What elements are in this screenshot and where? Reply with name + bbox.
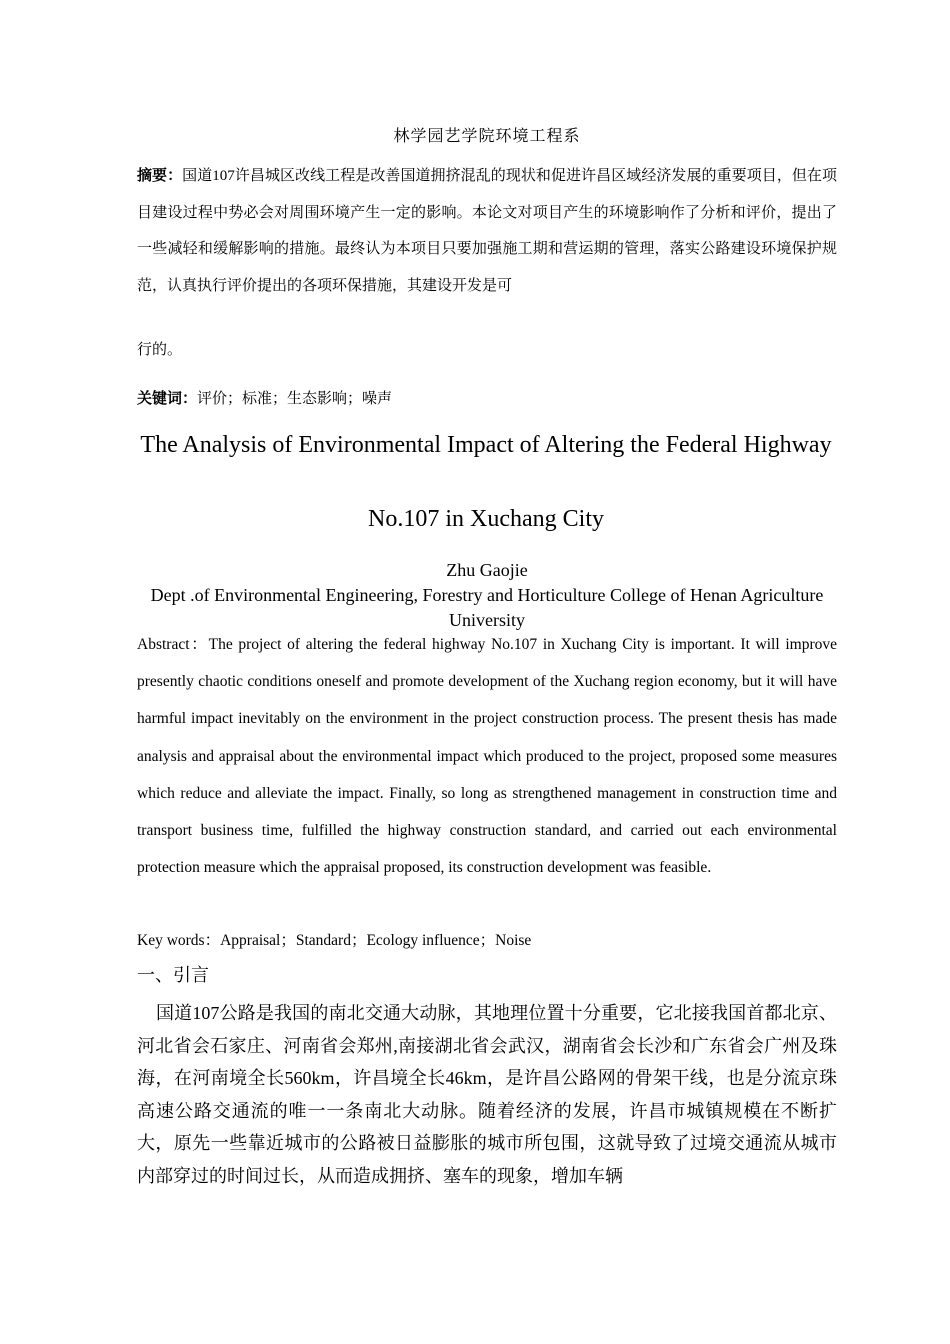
chinese-keywords-label: 关键词： <box>137 389 198 407</box>
chinese-abstract-text: 国道107许昌城区改线工程是改善国道拥挤混乱的现状和促进许昌区域经济发展的重要项目，但在项目建设过程中势必会对周围环境产生一定的影响。本论文对项目产生的环境影响作了分析和评价，提出了一些减轻和缓解影响的措施。最终认为本项目只要加强施工期和营运期的管理，落实公路建设环境保护规范，认真执行评价提出的各项环保措施，其建设开发是可 <box>137 168 837 294</box>
english-abstract-label: Abstract： <box>137 636 209 653</box>
section-heading-introduction: 一、引言 <box>137 965 209 986</box>
english-title-line2: No.107 in Xuchang City <box>368 506 604 532</box>
chinese-abstract-label: 摘要： <box>137 166 183 184</box>
author-affiliation: Dept .of Environmental Engineering, Forestry and Horticulture College of Henan Agriculture University <box>150 585 824 630</box>
author-name: Zhu Gaojie <box>446 560 528 580</box>
english-abstract-text: The project of altering the federal highway No.107 in Xuchang City is important. It will improve presently chaotic conditions oneself and promote development of the Xuchang region economy, but it will have harmful impact inevitably on the environment in the project construction process. The present thesis has made analysis and appraisal about the environmental impact which produced to the project, proposed some measures which reduce and alleviate the impact. Finally, so long as strengthened management in construction time and transport business time, fulfilled the highway construction standard, and carried out each environmental protection measure which the appraisal proposed, its construction development was feasible. <box>137 636 837 877</box>
english-title-line1: The Analysis of Environmental Impact of Altering the Federal Highway <box>140 432 832 458</box>
english-keywords <box>137 928 837 954</box>
english-keywords-text: Appraisal；Standard；Ecology influence；Noise <box>220 932 532 949</box>
chinese-abstract <box>137 157 837 304</box>
chinese-abstract-tail: 行的。 <box>137 342 183 358</box>
chinese-keywords-text: 评价；标准；生态影响；噪声 <box>197 391 393 407</box>
introduction-paragraph: 国道107公路是我国的南北交通大动脉，其地理位置十分重要，它北接我国首都北京、河北省会石家庄、河南省会郑州,南接湖北省会武汉，湖南省会长沙和广东省会广州及珠海，在河南境全长560km，许昌境全长46km，是许昌公路网的骨架干线，也是分流京珠高速公路交通流的唯一一条南北大动脉。随着经济的发展，许昌市城镇规模在不断扩大，原先一些靠近城市的公路被日益膨胀的城市所包围，这就导致了过境交通流从城市内部穿过的时间过长，从而造成拥挤、塞车的现象，增加车辆 <box>137 1003 837 1186</box>
english-abstract <box>137 626 837 886</box>
english-keywords-label: Key words： <box>137 932 221 949</box>
chinese-keywords <box>137 384 837 413</box>
department-heading-cn: 林学园艺学院环境工程系 <box>393 128 581 145</box>
